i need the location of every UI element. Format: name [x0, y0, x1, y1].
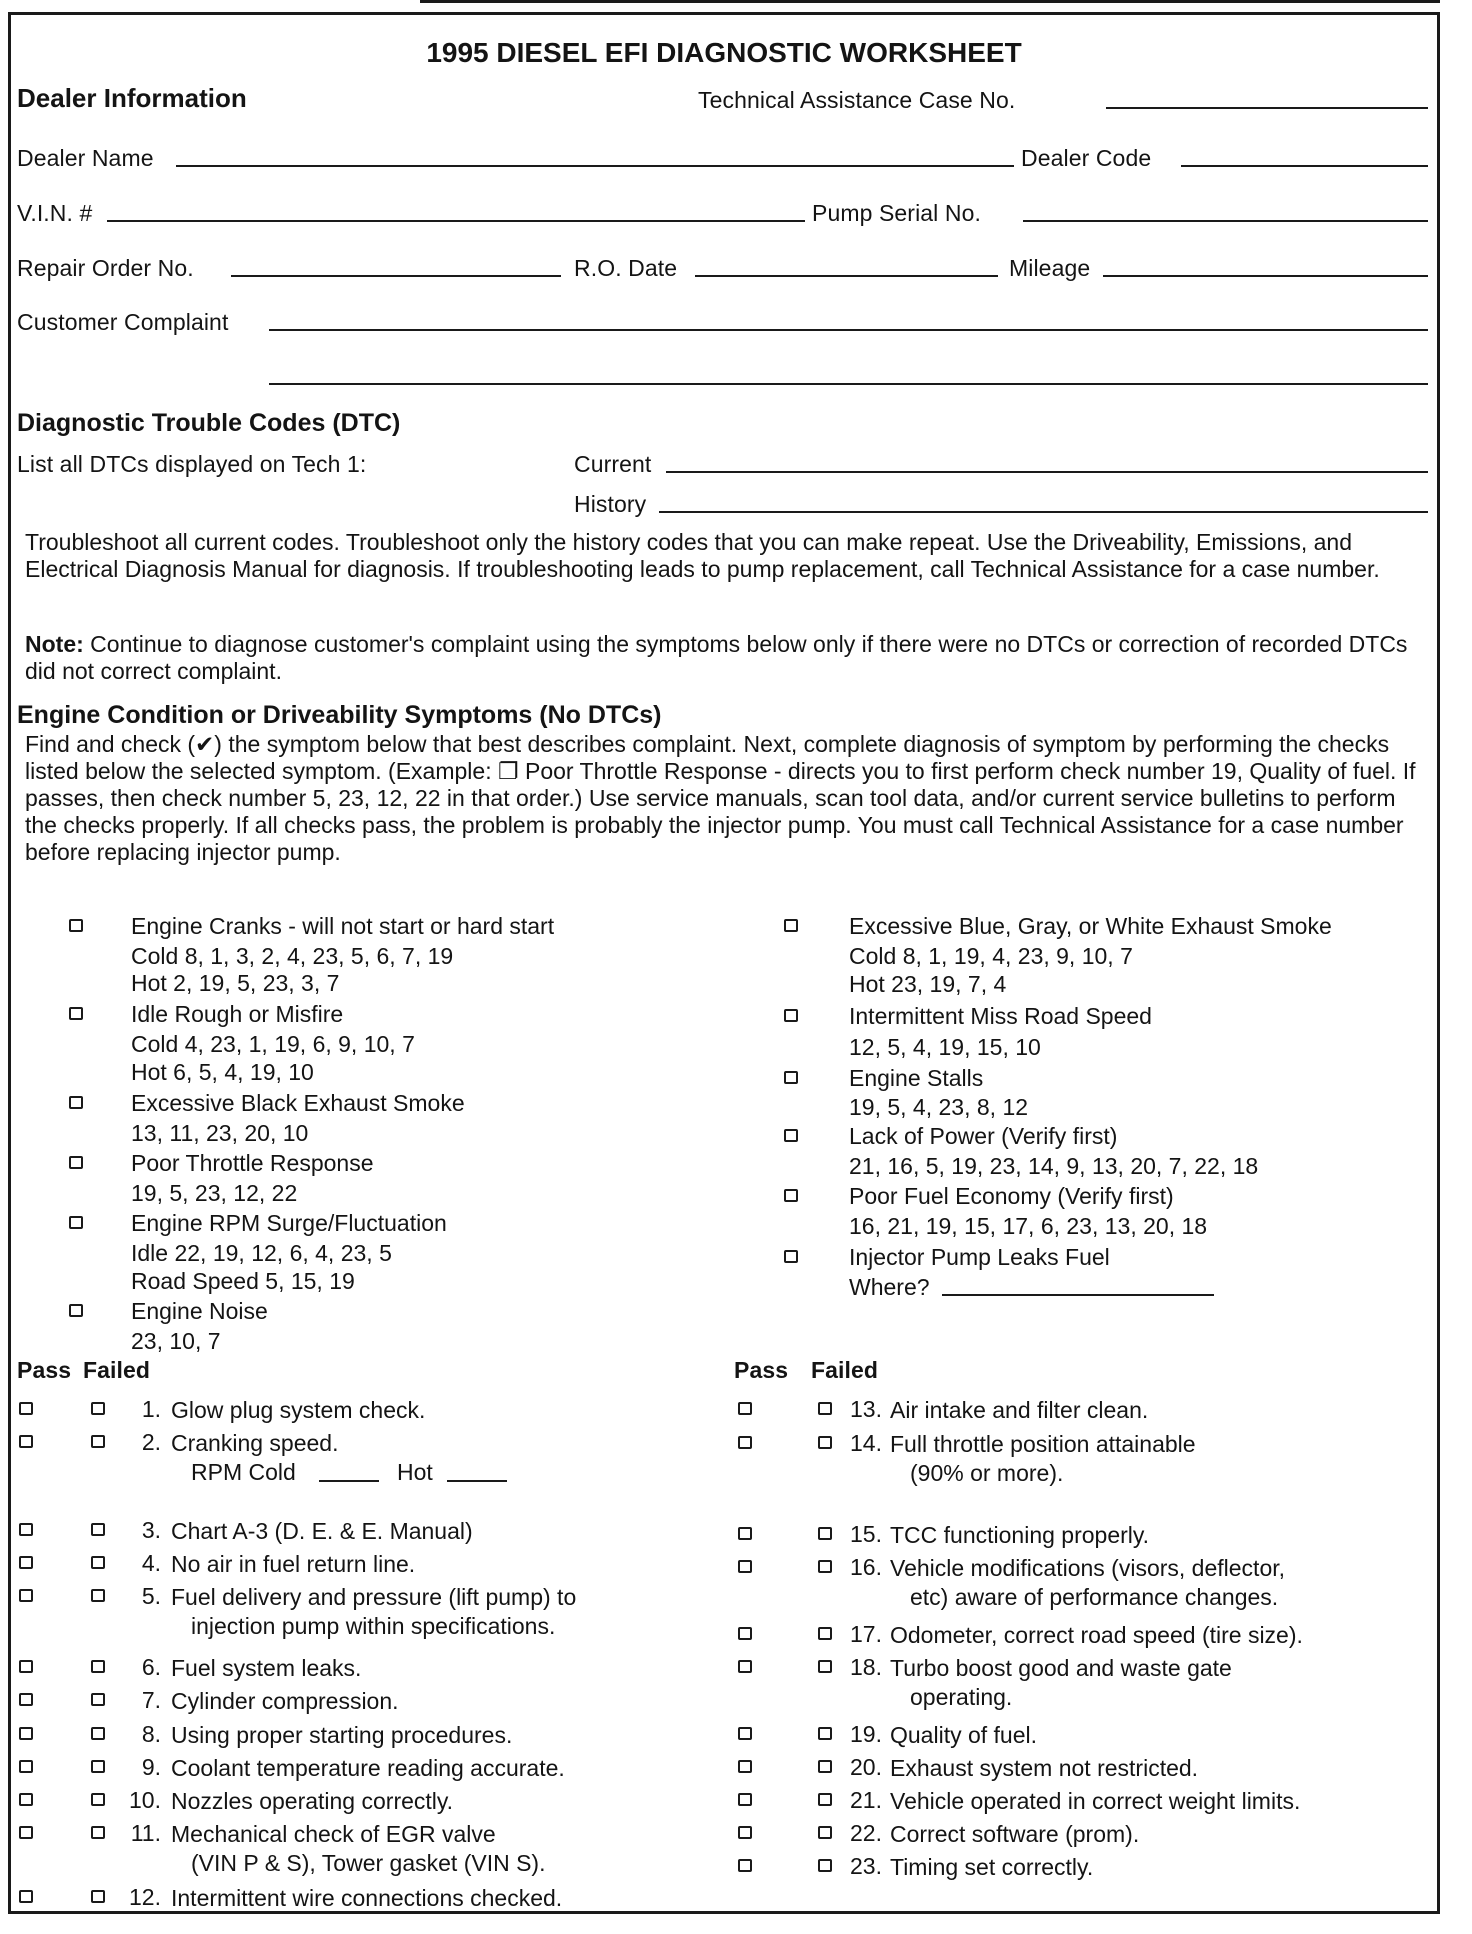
vin-label: V.I.N. # [17, 200, 93, 226]
symptom-name: Intermittent Miss Road Speed [849, 1003, 1152, 1029]
note-label: Note: [25, 631, 84, 657]
symptom-checkbox[interactable] [784, 1009, 798, 1022]
customer-complaint-field-2[interactable] [269, 383, 1428, 385]
check-label: No air in fuel return line. [171, 1551, 416, 1577]
symptom-checks: Cold 8, 1, 19, 4, 23, 9, 10, 7 [849, 943, 1133, 969]
symptom-name: Poor Fuel Economy (Verify first) [849, 1183, 1174, 1209]
pass-checkbox[interactable] [738, 1859, 752, 1872]
symptom-name: Excessive Black Exhaust Smoke [131, 1090, 465, 1116]
fail-checkbox[interactable] [91, 1760, 105, 1773]
check-number: 23. [850, 1853, 882, 1879]
mileage-label: Mileage [1009, 255, 1091, 281]
fail-checkbox[interactable] [91, 1727, 105, 1740]
check-number: 20. [850, 1754, 882, 1780]
symptom-checks: Idle 22, 19, 12, 6, 4, 23, 5 [131, 1240, 392, 1266]
dealer-name-label: Dealer Name [17, 145, 154, 171]
check-label: Cylinder compression. [171, 1688, 399, 1714]
pass-checkbox[interactable] [738, 1760, 752, 1773]
check-label: Glow plug system check. [171, 1397, 426, 1423]
dtc-history-field[interactable] [659, 511, 1428, 513]
vin-field[interactable] [107, 220, 805, 222]
check-label: Fuel system leaks. [171, 1655, 362, 1681]
dtc-instructions: Troubleshoot all current codes. Troubleshoot only the history codes that you can make repeat. Use the Driveability, Emissions, and Electrical Diagnosis Manual for diagnosis. If troubleshooting leads to pump replacement, call Technical Assistance for a case number. [25, 529, 1380, 582]
symptom-checks: Hot 2, 19, 5, 23, 3, 7 [131, 970, 340, 996]
dtc-list-label: List all DTCs displayed on Tech 1: [17, 451, 367, 477]
check-label-cont: injection pump within specifications. [191, 1613, 556, 1639]
fail-checkbox[interactable] [91, 1890, 105, 1903]
symptom-checks: 19, 5, 23, 12, 22 [131, 1180, 298, 1206]
customer-complaint-field[interactable] [269, 329, 1428, 331]
symptom-name: Engine Stalls [849, 1065, 984, 1091]
check-label: Quality of fuel. [890, 1722, 1038, 1748]
pass-checkbox[interactable] [738, 1793, 752, 1806]
check-label: TCC functioning properly. [890, 1522, 1150, 1548]
failed-header-left: Failed [83, 1357, 151, 1383]
symptoms-heading: Engine Condition or Driveability Symptoms (No DTCs) [17, 701, 662, 729]
pass-header-left: Pass [17, 1357, 72, 1383]
check-label: Mechanical check of EGR valve [171, 1821, 496, 1847]
symptom-checks: 12, 5, 4, 19, 15, 10 [849, 1034, 1041, 1060]
fail-checkbox[interactable] [91, 1589, 105, 1602]
pass-checkbox[interactable] [19, 1660, 33, 1673]
check-label: Correct software (prom). [890, 1821, 1140, 1847]
rpm-hot-label: Hot [397, 1459, 433, 1485]
check-label: Vehicle operated in correct weight limits. [890, 1788, 1301, 1814]
symptom-checkbox[interactable] [69, 1156, 83, 1169]
pass-checkbox[interactable] [19, 1402, 33, 1415]
check-label-cont: operating. [910, 1684, 1013, 1710]
dtc-heading: Diagnostic Trouble Codes (DTC) [17, 409, 401, 437]
symptom-checkbox[interactable] [784, 1129, 798, 1142]
symptom-name: Engine RPM Surge/Fluctuation [131, 1210, 447, 1236]
dealer-code-label: Dealer Code [1021, 145, 1152, 171]
rpm-cold-field[interactable] [319, 1480, 379, 1482]
dealer-name-field[interactable] [176, 165, 1014, 167]
check-label: Vehicle modifications (visors, deflector, [890, 1555, 1286, 1581]
symptom-checkbox[interactable] [69, 1096, 83, 1109]
repair-order-field[interactable] [231, 275, 561, 277]
check-number: 9. [141, 1754, 161, 1780]
symptom-location-label: Where? [849, 1274, 930, 1300]
dealer-info-heading: Dealer Information [17, 83, 247, 113]
tac-field[interactable] [1106, 107, 1428, 109]
failed-header-right: Failed [811, 1357, 879, 1383]
symptom-checkbox[interactable] [784, 919, 798, 932]
check-number: 16. [850, 1554, 882, 1580]
check-label: Turbo boost good and waste gate [890, 1655, 1232, 1681]
check-label-cont: (90% or more). [910, 1460, 1064, 1486]
dtc-note [25, 631, 1420, 685]
check-label: Nozzles operating correctly. [171, 1788, 454, 1814]
symptom-checks: 21, 16, 5, 19, 23, 14, 9, 13, 20, 7, 22, 18 [849, 1153, 1259, 1179]
pump-serial-field[interactable] [1023, 220, 1428, 222]
symptom-checks: Road Speed 5, 15, 19 [131, 1268, 355, 1294]
repair-order-label: Repair Order No. [17, 255, 194, 281]
mileage-field[interactable] [1103, 275, 1428, 277]
pass-checkbox[interactable] [738, 1826, 752, 1839]
dtc-current-label: Current [574, 451, 652, 477]
check-label: Coolant temperature reading accurate. [171, 1755, 565, 1781]
page-title: 1995 DIESEL EFI DIAGNOSTIC WORKSHEET [426, 37, 1022, 68]
pass-checkbox[interactable] [738, 1560, 752, 1573]
check-label: Full throttle position attainable [890, 1431, 1196, 1457]
symptom-checks: Hot 6, 5, 4, 19, 10 [131, 1059, 314, 1085]
pass-checkbox[interactable] [738, 1627, 752, 1640]
pass-checkbox[interactable] [19, 1727, 33, 1740]
pass-header-right: Pass [734, 1357, 789, 1383]
check-label: Exhaust system not restricted. [890, 1755, 1199, 1781]
pass-checkbox[interactable] [19, 1793, 33, 1806]
check-label-cont: etc) aware of performance changes. [910, 1584, 1279, 1610]
symptom-checkbox[interactable] [69, 919, 83, 932]
check-number: 17. [850, 1621, 882, 1647]
symptom-checks: 19, 5, 4, 23, 8, 12 [849, 1094, 1029, 1120]
dtc-current-field[interactable] [666, 471, 1428, 473]
dealer-code-field[interactable] [1181, 165, 1428, 167]
leak-location-field[interactable] [942, 1294, 1214, 1296]
symptom-checks: Cold 4, 23, 1, 19, 6, 9, 10, 7 [131, 1031, 415, 1057]
top-rule [420, 0, 1440, 3]
check-label: Chart A-3 (D. E. & E. Manual) [171, 1518, 473, 1544]
symptom-checkbox[interactable] [784, 1071, 798, 1084]
pass-checkbox[interactable] [738, 1727, 752, 1740]
rpm-cold-label: RPM Cold [191, 1459, 296, 1485]
check-number: 7. [141, 1687, 161, 1713]
symptom-name: Injector Pump Leaks Fuel [849, 1244, 1110, 1270]
check-number: 22. [850, 1820, 882, 1846]
symptom-name: Lack of Power (Verify first) [849, 1123, 1118, 1149]
symptom-checkbox[interactable] [69, 1216, 83, 1229]
check-number: 10. [129, 1787, 161, 1813]
symptom-name: Poor Throttle Response [131, 1150, 374, 1176]
check-number: 18. [850, 1654, 882, 1680]
customer-complaint-label: Customer Complaint [17, 309, 229, 335]
pass-checkbox[interactable] [738, 1436, 752, 1449]
symptom-checks: 23, 10, 7 [131, 1328, 221, 1354]
pass-checkbox[interactable] [19, 1693, 33, 1706]
check-number: 3. [141, 1517, 161, 1543]
dtc-history-label: History [574, 491, 647, 517]
check-label: Air intake and filter clean. [890, 1397, 1149, 1423]
symptom-checks: Hot 23, 19, 7, 4 [849, 971, 1007, 997]
check-label: Cranking speed. [171, 1430, 339, 1456]
pass-checkbox[interactable] [19, 1589, 33, 1602]
pass-checkbox[interactable] [19, 1890, 33, 1903]
symptoms-instructions: Find and check (✔) the symptom below that best describes complaint. Next, complete diagnosis of symptom by performing the checks listed below the selected symptom. (Example: ❐ Poor Throttle Response - directs you to first perform check number 19, Quality of fuel. If passes, then check number 5, 23, 12, 22 in that order.) Use service manuals, scan tool data, and/or current service bulletins to perform the checks properly. If all checks pass, the problem is probably the injector pump. You must call Technical Assistance for a case number before replacing injector pump. [25, 731, 1416, 865]
pass-checkbox[interactable] [738, 1660, 752, 1673]
fail-checkbox[interactable] [91, 1793, 105, 1806]
symptom-name: Engine Cranks - will not start or hard start [131, 913, 555, 939]
pass-checkbox[interactable] [19, 1556, 33, 1569]
check-label: Intermittent wire connections checked. [171, 1885, 563, 1911]
check-number: 5. [141, 1583, 161, 1609]
fail-checkbox[interactable] [91, 1826, 105, 1839]
check-number: 2. [141, 1429, 161, 1455]
check-number: 11. [130, 1820, 161, 1846]
check-number: 15. [850, 1521, 882, 1547]
ro-date-label: R.O. Date [574, 255, 678, 281]
fail-checkbox[interactable] [91, 1523, 105, 1536]
check-number: 8. [141, 1721, 161, 1747]
check-label: Odometer, correct road speed (tire size). [890, 1622, 1303, 1648]
pass-checkbox[interactable] [738, 1402, 752, 1415]
fail-checkbox[interactable] [91, 1660, 105, 1673]
symptom-checks: 16, 21, 19, 15, 17, 6, 23, 13, 20, 18 [849, 1213, 1208, 1239]
pass-checkbox[interactable] [738, 1527, 752, 1540]
check-number: 6. [141, 1654, 161, 1680]
fail-checkbox[interactable] [91, 1556, 105, 1569]
symptom-checkbox[interactable] [69, 1007, 83, 1020]
check-label: Using proper starting procedures. [171, 1722, 513, 1748]
pump-serial-label: Pump Serial No. [812, 200, 981, 226]
fail-checkbox[interactable] [91, 1402, 105, 1415]
check-number: 19. [850, 1721, 882, 1747]
check-number: 1. [141, 1396, 161, 1422]
pass-checkbox[interactable] [19, 1435, 33, 1448]
check-number: 13. [850, 1396, 882, 1422]
symptom-checks: Cold 8, 1, 3, 2, 4, 23, 5, 6, 7, 19 [131, 943, 454, 969]
check-number: 12. [129, 1884, 161, 1910]
worksheet-frame [8, 12, 1440, 1914]
check-label: Fuel delivery and pressure (lift pump) to [171, 1584, 577, 1610]
tac-label: Technical Assistance Case No. [698, 87, 1016, 113]
check-number: 21. [850, 1787, 882, 1813]
pass-checkbox[interactable] [19, 1826, 33, 1839]
check-label-cont: (VIN P & S), Tower gasket (VIN S). [191, 1850, 546, 1876]
symptom-name: Idle Rough or Misfire [131, 1001, 344, 1027]
symptom-checkbox[interactable] [784, 1189, 798, 1202]
check-label: Timing set correctly. [890, 1854, 1094, 1880]
fail-checkbox[interactable] [91, 1435, 105, 1448]
symptom-checks: 13, 11, 23, 20, 10 [131, 1120, 309, 1146]
rpm-hot-field[interactable] [447, 1480, 507, 1482]
symptom-checkbox[interactable] [784, 1250, 798, 1263]
check-number: 4. [141, 1550, 161, 1576]
symptom-name: Excessive Blue, Gray, or White Exhaust Smoke [849, 913, 1332, 939]
symptom-name: Engine Noise [131, 1298, 268, 1324]
ro-date-field[interactable] [695, 275, 998, 277]
check-number: 14. [850, 1430, 882, 1456]
symptom-checkbox[interactable] [69, 1304, 83, 1317]
pass-checkbox[interactable] [19, 1760, 33, 1773]
fail-checkbox[interactable] [91, 1693, 105, 1706]
pass-checkbox[interactable] [19, 1523, 33, 1536]
note-text: Continue to diagnose customer's complaint using the symptoms below only if there were no DTCs or correction of recorded DTCs did not correct complaint. [25, 631, 1408, 684]
